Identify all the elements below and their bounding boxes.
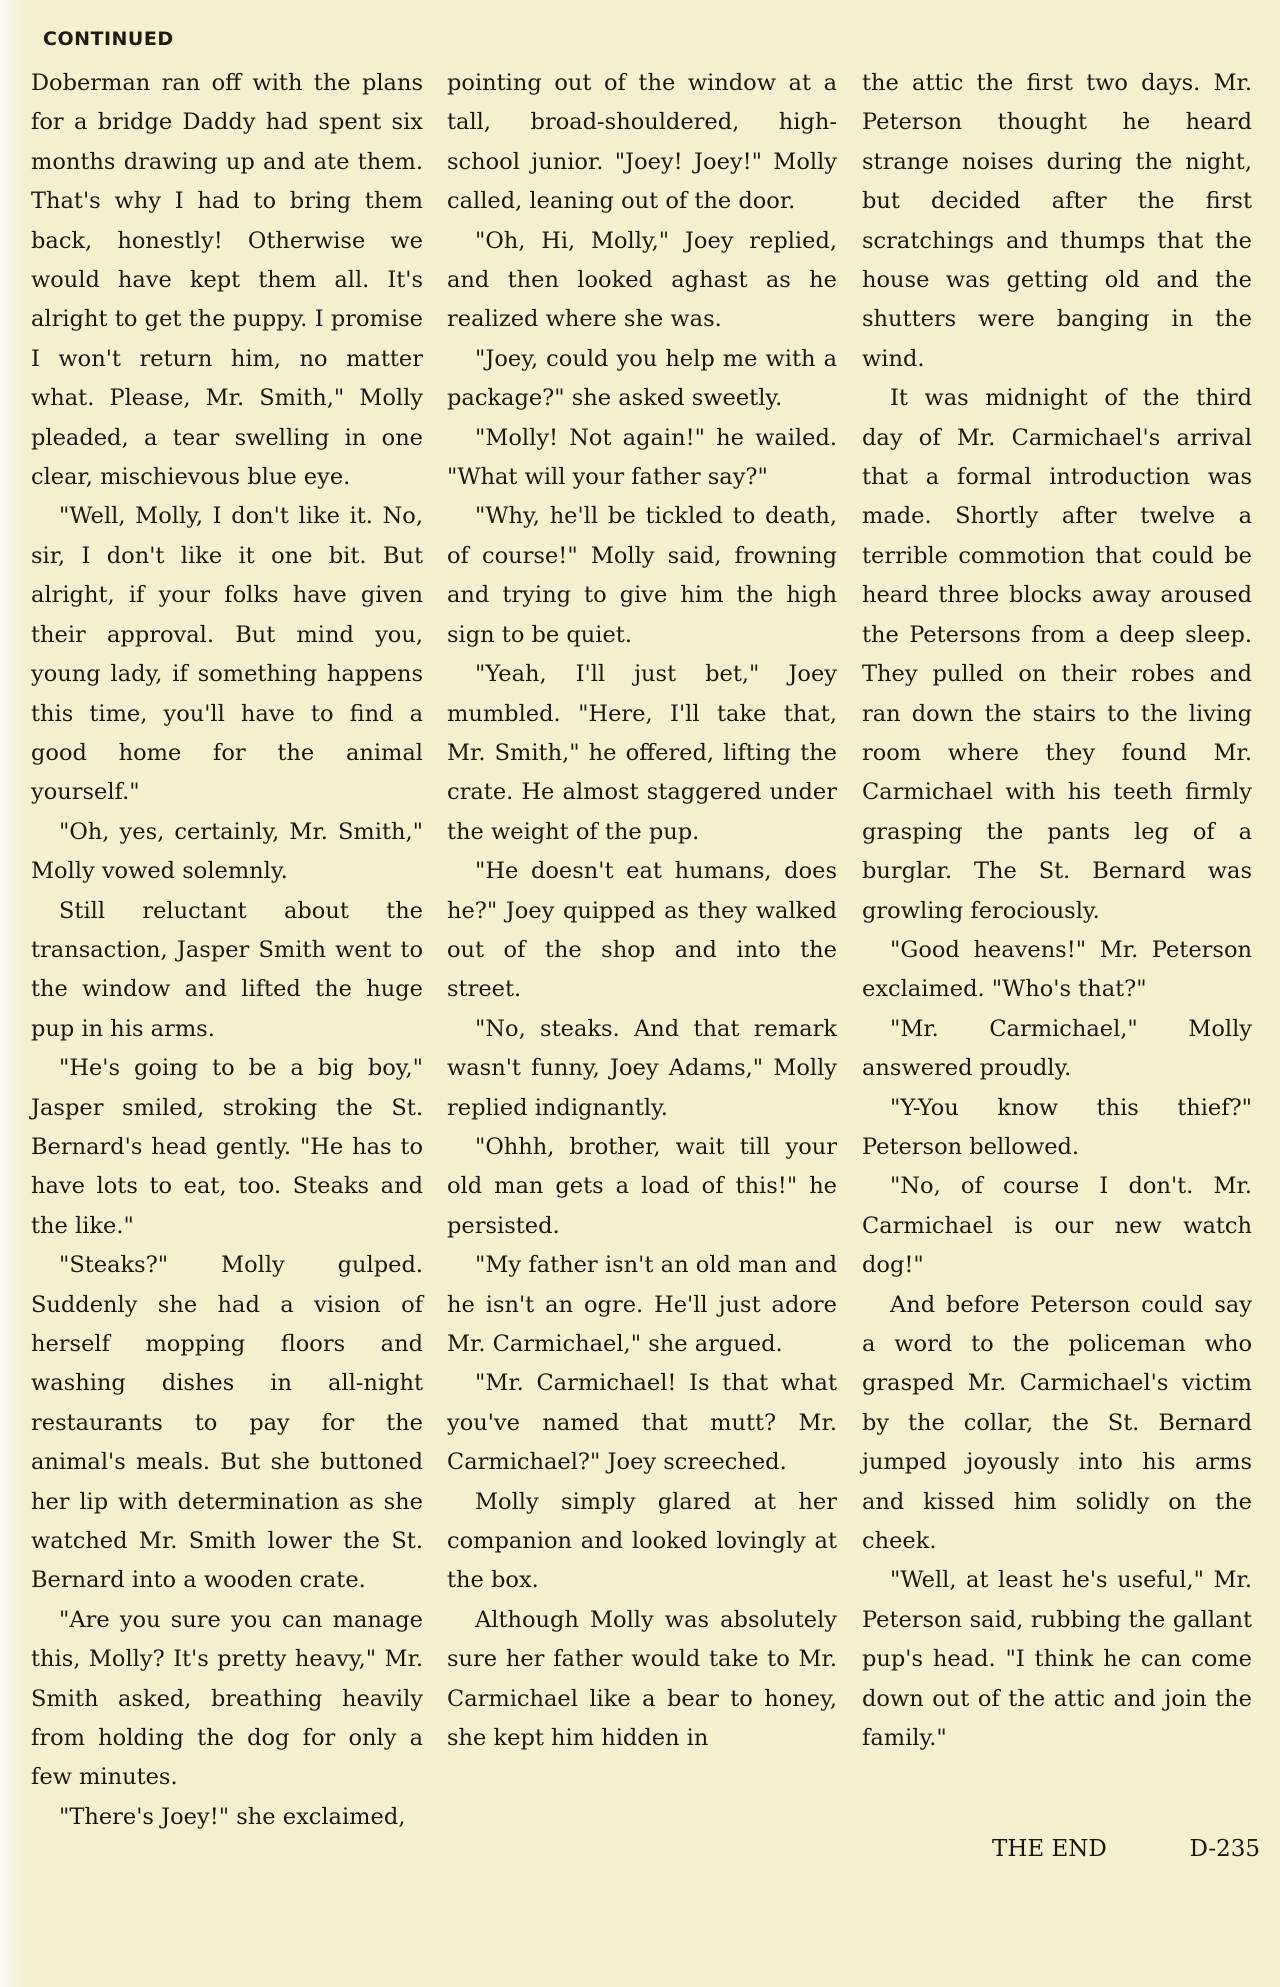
paragraph: "My father isn't an old man and he isn't an ogre. He'll just adore Mr. Carmichael," she argued. — [447, 1252, 837, 1357]
paragraph: And before Peterson could say a word to the policeman who grasped Mr. Carmichael's victim by the collar, the St. Bernard jumped joyously into his arms and kissed him solidly on the cheek. — [862, 1291, 1252, 1555]
paragraph: "Ohhh, brother, wait till your old man gets a load of this!" he persisted. — [447, 1133, 837, 1239]
paragraph: "Why, he'll be tickled to death, of course!" Molly said, frowning and trying to give him the high sign to be quiet. — [447, 503, 837, 648]
the-end-label: THE END — [992, 1836, 1107, 1862]
page-edge — [0, 0, 26, 1987]
paragraph: "Yeah, I'll just bet," Joey mumbled. "Here, I'll take that, Mr. Smith," he offered, lifting the crate. He almost staggered under the weight of the pup. — [447, 661, 837, 845]
text-column-1 — [31, 64, 423, 1837]
paragraph: "Molly! Not again!" he wailed. "What will your father say?" — [447, 424, 837, 491]
paragraph: "Mr. Carmichael! Is that what you've named that mutt? Mr. Carmichael?" Joey screeched. — [447, 1370, 837, 1476]
paragraph: the attic the first two days. Mr. Peterson thought he heard strange noises during the night, but decided after the first scratchings and thumps that the house was getting old and the shutters were banging in the wind. — [862, 70, 1252, 372]
paragraph: "No, of course I don't. Mr. Carmichael is our new watch dog!" — [862, 1173, 1252, 1279]
paragraph: "Mr. Carmichael," Molly answered proudly. — [862, 1015, 1252, 1082]
paragraph: "Well, Molly, I don't like it. No, sir, I don't like it one bit. But alright, if your folks have given their approval. But mind you, young lady, if something happens this time, you'll have to find a good home for the animal yourself." — [31, 503, 423, 806]
paragraph: "There's Joey!" she exclaimed, — [59, 1803, 406, 1830]
continued-header: CONTINUED — [43, 28, 174, 50]
paragraph: pointing out of the window at a tall, broad-shouldered, high-school junior. "Joey! Joey!" Molly called, leaning out of the door. — [447, 70, 837, 215]
paragraph: It was midnight of the third day of Mr. Carmichael's arrival that a formal introduction was made. Shortly after twelve a terrible commotion that could be heard three blocks away aroused the Petersons from a deep sleep. They pulled on their robes and ran down the stairs to the living room where they found Mr. Carmichael with his teeth firmly grasping the pants leg of a burglar. The St. Bernard was growling ferociously. — [862, 385, 1252, 924]
paragraph: Although Molly was absolutely sure her father would take to Mr. Carmichael like a bear to honey, she kept him hidden in — [447, 1606, 837, 1752]
paragraph: Doberman ran off with the plans for a bridge Daddy had spent six months drawing up and ate them. That's why I had to bring them back, honestly! Otherwise we would have kept them all. It's alright to get the puppy. I promise I won't return him, no matter what. Please, Mr. Smith," Molly pleaded, a tear swelling in one clear, mischievous blue eye. — [31, 70, 423, 491]
paragraph: "Steaks?" Molly gulped. Suddenly she had a vision of herself mopping floors and washing dishes in all-night restaurants to pay for the animal's meals. But she buttoned her lip with determination as she watched Mr. Smith lower the St. Bernard into a wooden crate. — [31, 1252, 423, 1594]
paragraph: "Good heavens!" Mr. Peterson exclaimed. "Who's that?" — [862, 936, 1252, 1003]
paragraph: "He's going to be a big boy," Jasper smiled, stroking the St. Bernard's head gently. "He has to have lots to eat, too. Steaks and the like." — [31, 1055, 423, 1239]
paragraph: "Well, at least he's useful," Mr. Peterson said, rubbing the gallant pup's head. "I think he can come down out of the attic and join the family." — [862, 1567, 1252, 1752]
story-footer — [992, 1836, 1260, 1862]
paragraph: "Y-You know this thief?" Peterson bellowed. — [862, 1094, 1252, 1160]
paragraph: "Joey, could you help me with a package?" she asked sweetly. — [447, 345, 837, 412]
text-column-3 — [862, 64, 1252, 1758]
paragraph: "No, steaks. And that remark wasn't funny, Joey Adams," Molly replied indignantly. — [447, 1015, 837, 1121]
paragraph: Still reluctant about the transaction, Jasper Smith went to the window and lifted the huge pup in his arms. — [31, 897, 423, 1042]
paragraph: Molly simply glared at her companion and looked lovingly at the box. — [447, 1488, 837, 1594]
paragraph: "Oh, yes, certainly, Mr. Smith," Molly vowed solemnly. — [31, 818, 423, 885]
paragraph: "He doesn't eat humans, does he?" Joey quipped as they walked out of the shop and into the street. — [447, 858, 837, 1003]
paragraph: "Are you sure you can manage this, Molly? It's pretty heavy," Mr. Smith asked, breathing heavily from holding the dog for only a few minutes. — [31, 1606, 423, 1791]
story-code: D-235 — [1189, 1836, 1260, 1862]
text-column-2 — [447, 64, 837, 1758]
paragraph: "Oh, Hi, Molly," Joey replied, and then looked aghast as he realized where she was. — [447, 227, 837, 333]
